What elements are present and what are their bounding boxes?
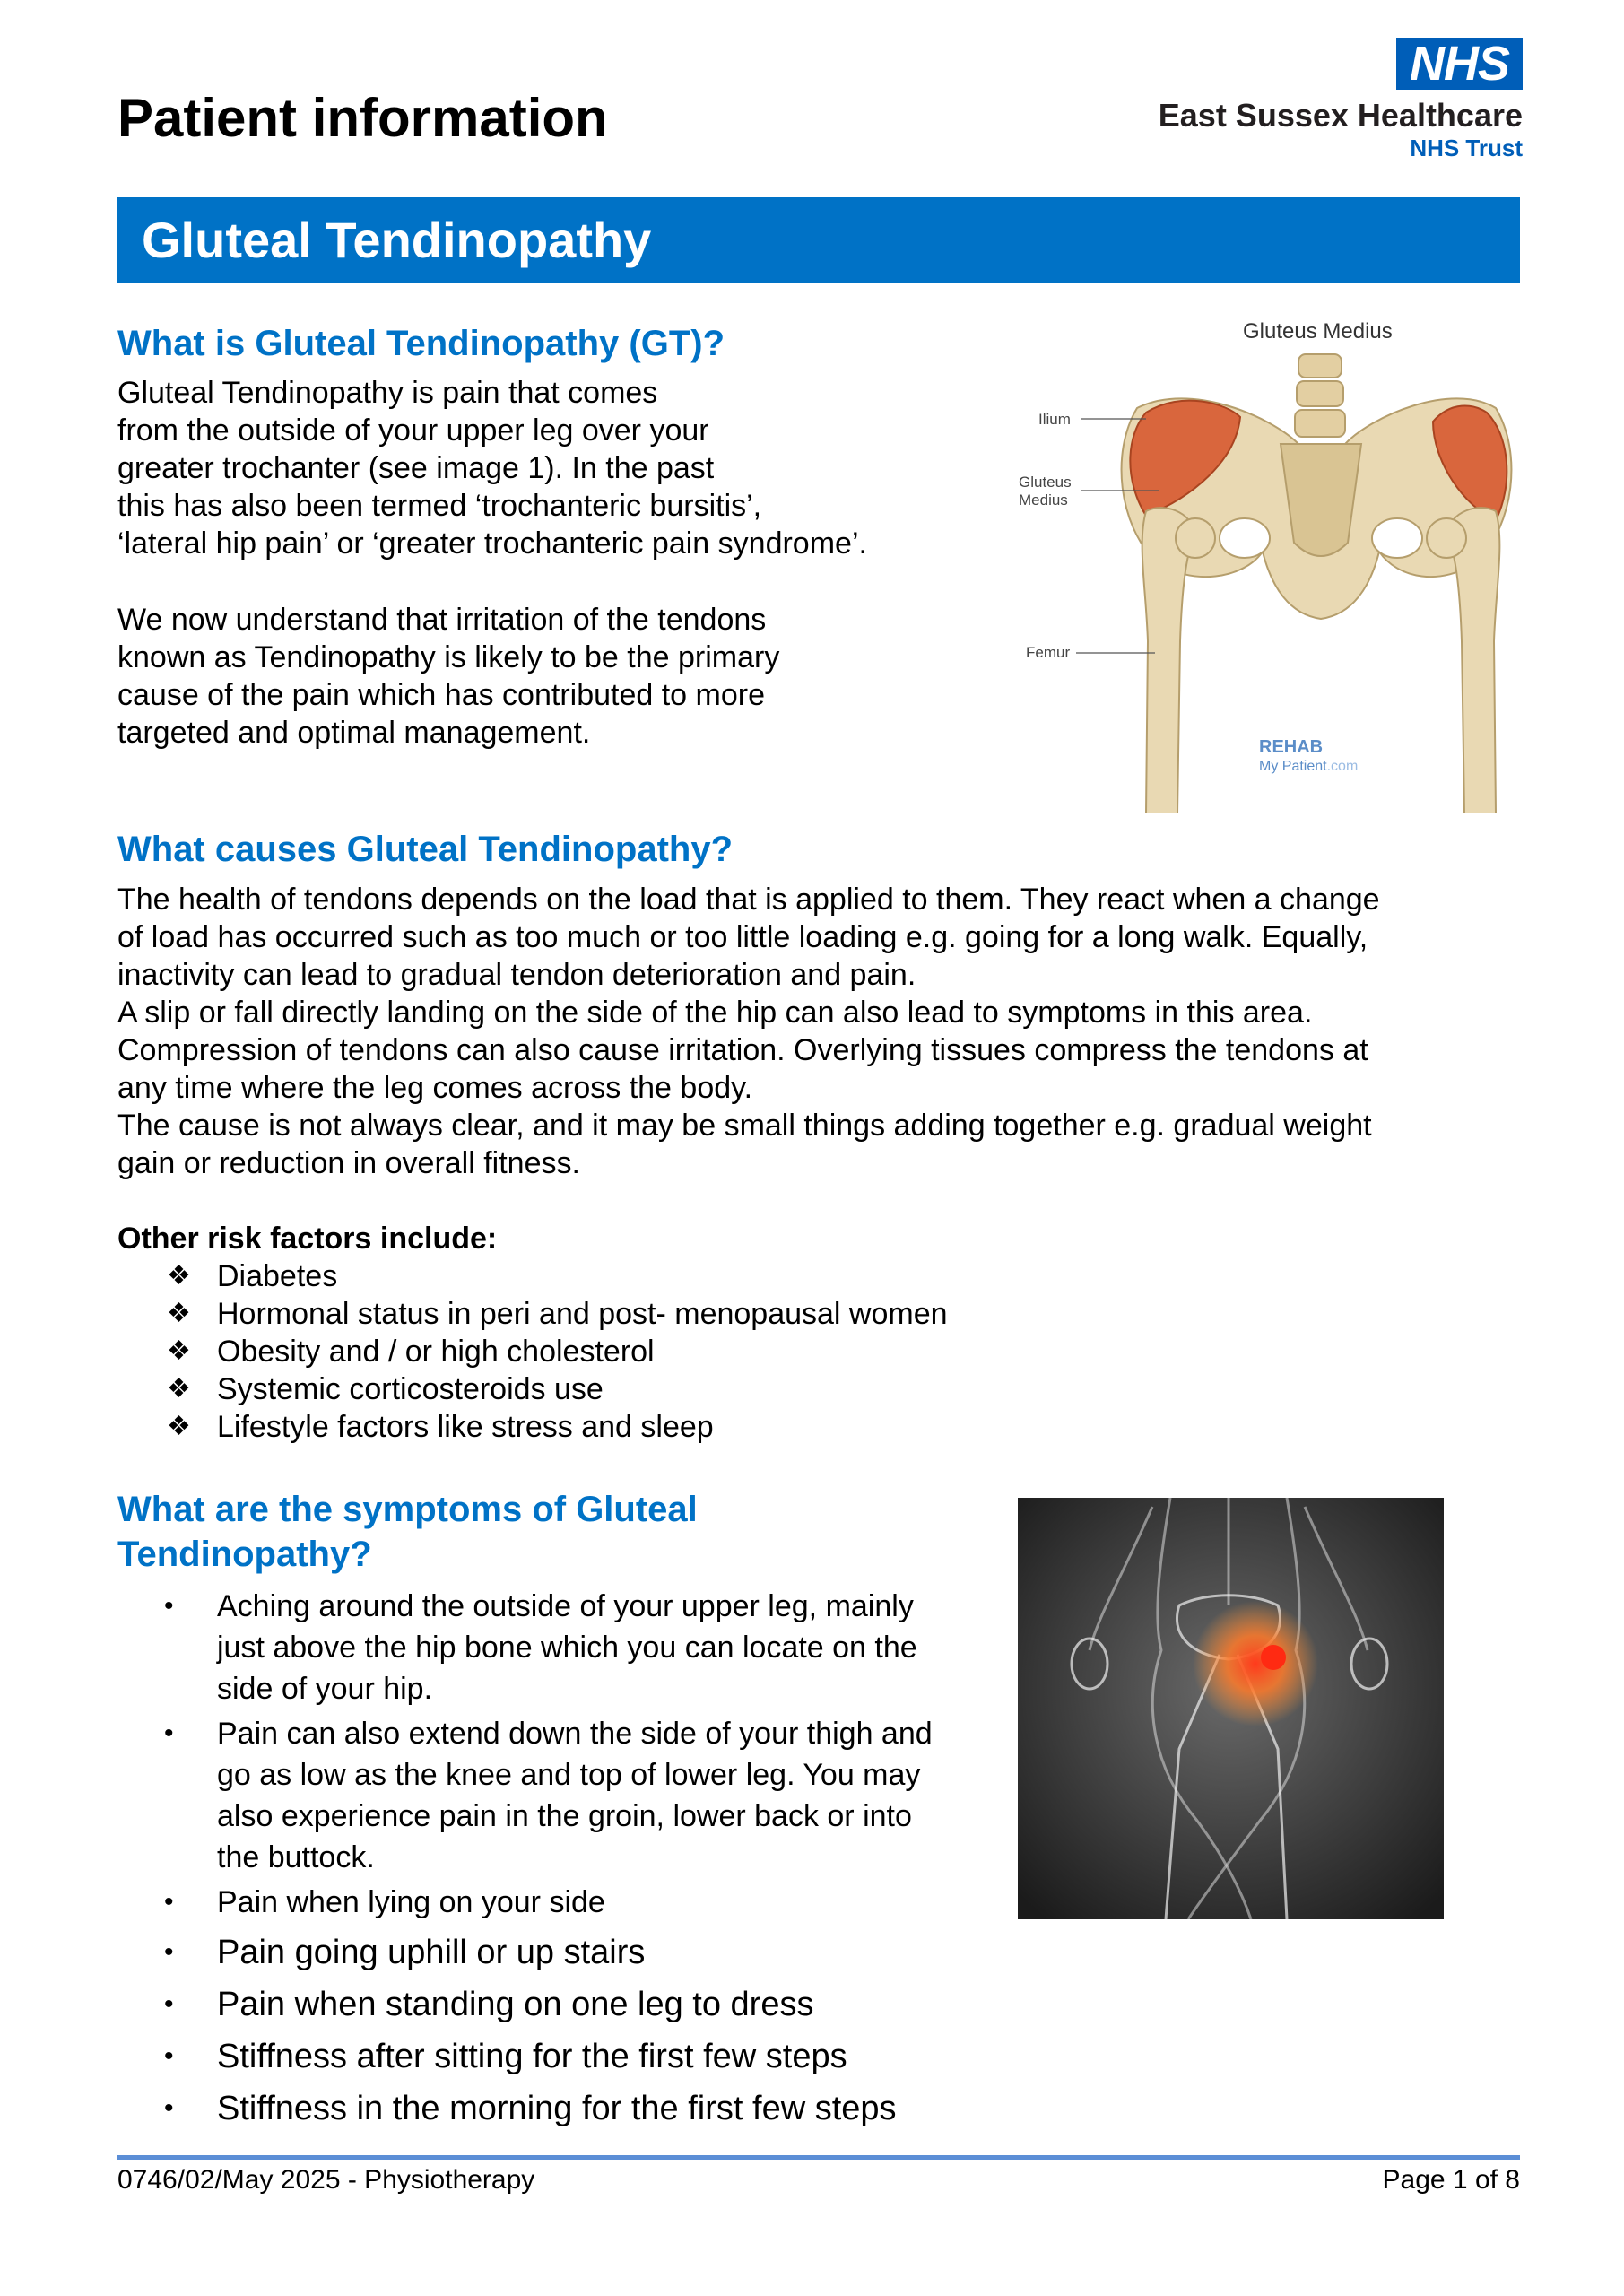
page-number: Page 1 of 8: [1382, 2165, 1520, 2195]
watermark-rehab: REHAB: [1259, 737, 1324, 757]
list-item: • Pain going uphill or up stairs: [117, 1926, 1014, 1979]
text-line: The health of tendons depends on the load that is applied to them. They react when a change: [117, 883, 1380, 917]
symptoms-list: [117, 1586, 1014, 2135]
bullet-icon: •: [164, 1591, 174, 1621]
text-line: ‘lateral hip pain’ or ‘greater trochanteric pain syndrome’.: [117, 526, 867, 561]
list-item: • Pain when lying on your side: [117, 1882, 1014, 1923]
nhs-badge: NHS: [1396, 38, 1523, 90]
text-line: Compression of tendons can also cause irritation. Overlying tissues compress the tendons at: [117, 1033, 1368, 1067]
text-line: this has also been termed ‘trochanteric bursitis’,: [117, 489, 762, 523]
list-item: ❖ Hormonal status in peri and post- menopausal women: [167, 1297, 948, 1331]
list-item: ❖ Systemic corticosteroids use: [167, 1372, 604, 1406]
list-item: • Stiffness after sitting for the first few steps: [117, 2031, 1014, 2083]
diamond-bullet-icon: ❖: [167, 1299, 191, 1328]
text-line: A slip or fall directly landing on the side of the hip can also lead to symptoms in this area.: [117, 996, 1313, 1030]
list-item: ❖ Lifestyle factors like stress and sleep: [167, 1410, 714, 1444]
label-gluteus-medius-1: Gluteus: [1019, 474, 1072, 491]
nhs-logo: [1158, 37, 1523, 163]
trust-subtitle: NHS Trust: [1410, 135, 1523, 161]
text-line: of load has occurred such as too much or too little loading e.g. going for a long walk. Equally,: [117, 920, 1368, 954]
list-item: ❖ Obesity and / or high cholesterol: [167, 1335, 655, 1369]
diamond-bullet-icon: ❖: [167, 1261, 191, 1291]
trust-name: East Sussex Healthcare: [1158, 97, 1523, 134]
risk-factors-list: [117, 1257, 1104, 1446]
text-line: The cause is not always clear, and it may be small things adding together e.g. gradual weight: [117, 1109, 1372, 1143]
document-title: Gluteal Tendinopathy: [142, 212, 652, 268]
bullet-icon: •: [164, 2093, 174, 2123]
footer-divider: [117, 2155, 1520, 2160]
text-line: greater trochanter (see image 1). In the past: [117, 451, 715, 485]
list-item: • Stiffness in the morning for the first few steps: [117, 2083, 1014, 2135]
title-banner: [117, 197, 1520, 283]
list-item: • Pain can also extend down the side of your thigh and go as low as the knee and top of lower leg. You may also experience pain in the groin, lower back or into the buttock.: [117, 1713, 1014, 1878]
bullet-icon: •: [164, 2041, 174, 2071]
text-line: targeted and optimal management.: [117, 716, 591, 750]
list-item: • Aching around the outside of your upper leg, mainly just above the hip bone which you can locate on the side of your hip.: [117, 1586, 1014, 1709]
causes-paragraph: [117, 881, 1380, 1182]
label-gluteus-medius-2: Medius: [1019, 491, 1068, 509]
watermark-my-patient: My Patient.com: [1259, 759, 1359, 774]
text-line: Gluteal Tendinopathy is pain that comes: [117, 376, 658, 410]
section-heading-causes: What causes Gluteal Tendinopathy?: [117, 830, 734, 869]
list-item: ❖ Diabetes: [167, 1259, 338, 1293]
label-femur: Femur: [1026, 644, 1071, 661]
text-line: any time where the leg comes across the body.: [117, 1071, 753, 1105]
bullet-icon: •: [164, 1937, 174, 1967]
figure-title: Gluteus Medius: [1243, 319, 1393, 344]
bullet-icon: •: [164, 1887, 174, 1917]
diamond-bullet-icon: ❖: [167, 1412, 191, 1441]
gluteus-medius-anatomy-image: [1012, 318, 1520, 813]
text-line: We now understand that irritation of the tendons: [117, 603, 767, 637]
diamond-bullet-icon: ❖: [167, 1374, 191, 1404]
page-title: Patient information: [117, 88, 608, 148]
list-item: • Pain when standing on one leg to dress: [117, 1979, 1014, 2031]
section-heading-symptoms: What are the symptoms of Gluteal Tendinopathy?: [117, 1490, 698, 1574]
what-is-paragraph-2: [117, 601, 779, 752]
what-is-paragraph-1: [117, 374, 867, 562]
bullet-icon: •: [164, 1718, 174, 1748]
text-line: known as Tendinopathy is likely to be the primary: [117, 640, 780, 674]
text-line: inactivity can lead to gradual tendon deterioration and pain.: [117, 958, 916, 992]
footer-reference: 0746/02/May 2025 - Physiotherapy: [117, 2165, 535, 2195]
risk-factors-heading: Other risk factors include:: [117, 1222, 498, 1256]
text-line: gain or reduction in overall fitness.: [117, 1146, 580, 1180]
bullet-icon: •: [164, 1989, 174, 2019]
text-line: cause of the pain which has contributed to more: [117, 678, 765, 712]
hip-pain-xray-image: [1018, 1498, 1444, 1919]
label-ilium: Ilium: [1038, 411, 1071, 428]
section-heading-what-is: What is Gluteal Tendinopathy (GT)?: [117, 324, 725, 363]
diamond-bullet-icon: ❖: [167, 1336, 191, 1366]
text-line: from the outside of your upper leg over your: [117, 413, 709, 448]
